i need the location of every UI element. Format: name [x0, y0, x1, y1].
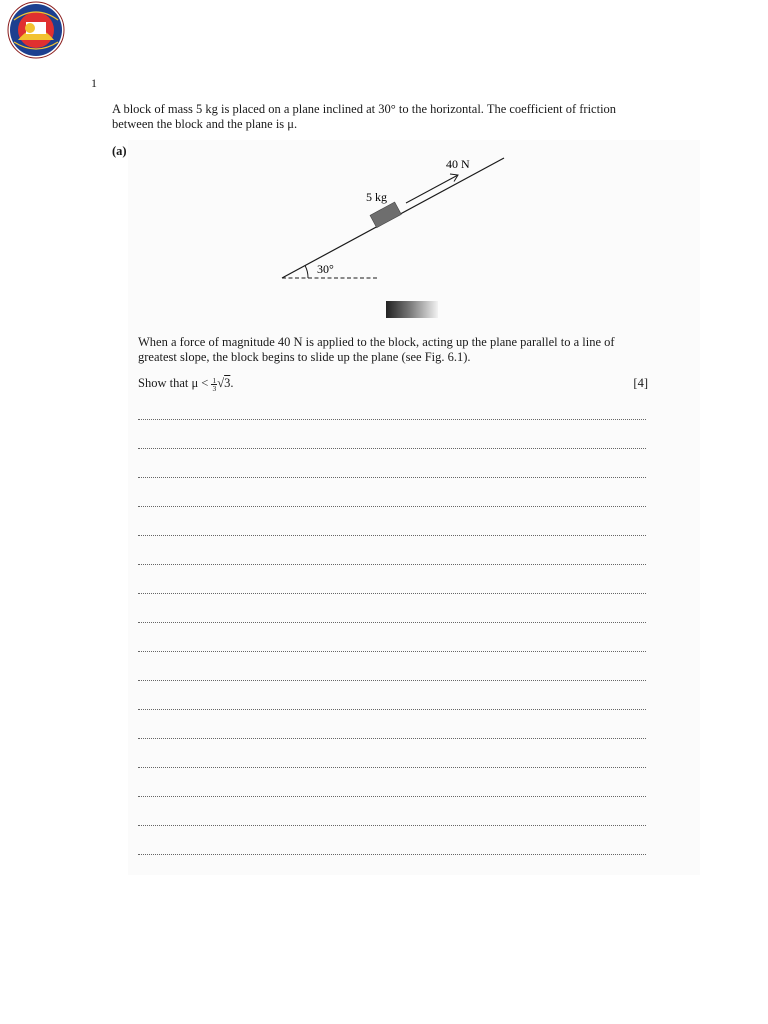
block-5kg — [370, 202, 401, 228]
sqrt-argument: 3 — [224, 376, 231, 390]
answer-line[interactable] — [138, 535, 646, 536]
angle-label: 30° — [317, 262, 334, 276]
mass-label: 5 kg — [366, 190, 387, 204]
question-stem: A block of mass 5 kg is placed on a plane inclined at 30° to the horizontal. The coefficient of friction between the block and the plane is μ. — [112, 102, 617, 131]
question-text: When a force of magnitude 40 N is applied to the block, acting up the plane parallel to a line of greatest slope, the block begins to slide up the plane (see Fig. 6.1). — [138, 335, 615, 364]
answer-line[interactable] — [138, 448, 646, 449]
part-label: (a) — [112, 144, 127, 158]
answer-line[interactable] — [138, 593, 646, 594]
answer-line[interactable] — [138, 622, 646, 623]
school-crest-logo — [0, 0, 74, 60]
fraction-denominator: 3 — [212, 384, 217, 393]
fraction-numerator: 1 — [212, 376, 217, 385]
force-label: 40 N — [446, 157, 470, 171]
answer-line[interactable] — [138, 477, 646, 478]
answer-line[interactable] — [138, 854, 646, 855]
force-arrow-head — [450, 174, 458, 182]
inclined-plane-diagram — [270, 150, 520, 290]
angle-arc — [305, 266, 308, 279]
show-suffix: . — [230, 376, 234, 390]
answer-line[interactable] — [138, 651, 646, 652]
marks-label: [4] — [633, 376, 648, 390]
answer-line[interactable] — [138, 680, 646, 681]
answer-line[interactable] — [138, 767, 646, 768]
answer-line[interactable] — [138, 825, 646, 826]
answer-line[interactable] — [138, 564, 646, 565]
force-arrow-shaft — [406, 175, 458, 203]
answer-line[interactable] — [138, 506, 646, 507]
answer-line[interactable] — [138, 796, 646, 797]
show-prefix: Show that μ < — [138, 376, 212, 390]
show-that-line — [138, 376, 648, 392]
answer-line[interactable] — [138, 738, 646, 739]
answer-line[interactable] — [138, 709, 646, 710]
question-number: 1 — [91, 76, 97, 90]
gradient-bar — [386, 301, 438, 318]
sqrt-symbol: √ — [217, 376, 225, 390]
answer-line[interactable] — [138, 419, 646, 420]
